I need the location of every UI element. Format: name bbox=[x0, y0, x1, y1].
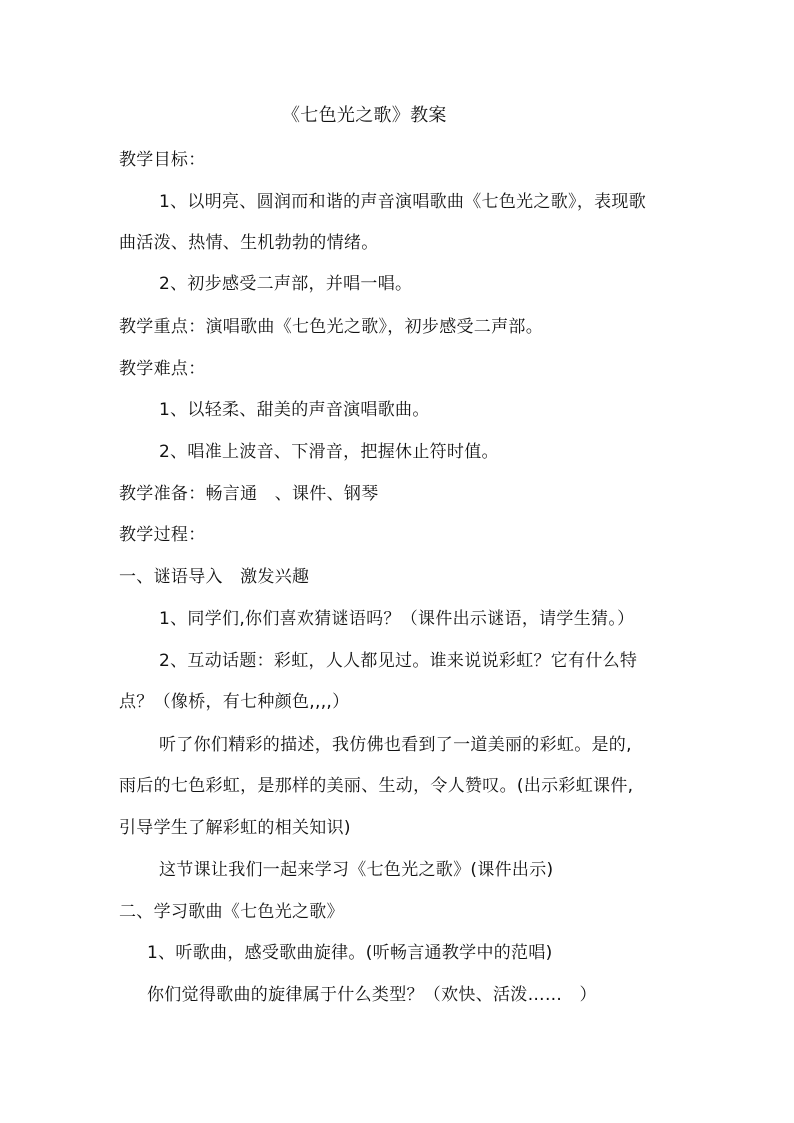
preparation: 教学准备：畅言通 、课件、钢琴 bbox=[119, 484, 379, 504]
paragraph-rainbow-line-3: 引导学生了解彩虹的相关知识) bbox=[119, 818, 351, 838]
step-1-2-line-2: 点？（像桥，有七种颜色,,,,） bbox=[119, 692, 350, 712]
objective-1-line-2: 曲活泼、热情、生机勃勃的情绪。 bbox=[119, 233, 379, 253]
objective-1-line-1: 1、以明亮、圆润而和谐的声音演唱歌曲《七色光之歌》，表现歌 bbox=[159, 192, 647, 212]
question-melody: 你们觉得歌曲的旋律属于什么类型？（欢快、活泼…… ） bbox=[147, 985, 597, 1005]
difficulty-2: 2、唱准上波音、下滑音，把握休止符时值。 bbox=[159, 442, 499, 462]
heading-objectives: 教学目标： bbox=[119, 150, 206, 170]
section-2-heading: 二、学习歌曲《七色光之歌》 bbox=[119, 902, 344, 922]
key-points: 教学重点：演唱歌曲《七色光之歌》，初步感受二声部。 bbox=[119, 317, 543, 337]
step-2-1: 1、听歌曲，感受歌曲旋律。(听畅言通教学中的范唱) bbox=[147, 943, 553, 963]
paragraph-rainbow-line-1: 听了你们精彩的描述，我仿佛也看到了一道美丽的彩虹。是的, bbox=[159, 735, 632, 755]
step-1-2-line-1: 2、互动话题：彩虹，人人都见过。谁来说说彩虹？它有什么特 bbox=[159, 651, 638, 671]
heading-difficulties: 教学难点： bbox=[119, 359, 206, 379]
heading-process: 教学过程： bbox=[119, 525, 206, 545]
objective-2: 2、初步感受二声部，并唱一唱。 bbox=[159, 274, 413, 294]
paragraph-rainbow-line-2: 雨后的七色彩虹，是那样的美丽、生动，令人赞叹。(出示彩虹课件, bbox=[119, 776, 634, 796]
document-title: 《七色光之歌》教案 bbox=[282, 105, 447, 126]
paragraph-intro-lesson: 这节课让我们一起来学习《七色光之歌》(课件出示) bbox=[159, 860, 554, 880]
difficulty-1: 1、以轻柔、甜美的声音演唱歌曲。 bbox=[159, 400, 430, 420]
step-1-1: 1、同学们,你们喜欢猜谜语吗？（课件出示谜语，请学生猜。） bbox=[159, 609, 635, 629]
section-1-heading: 一、谜语导入 激发兴趣 bbox=[119, 567, 310, 587]
